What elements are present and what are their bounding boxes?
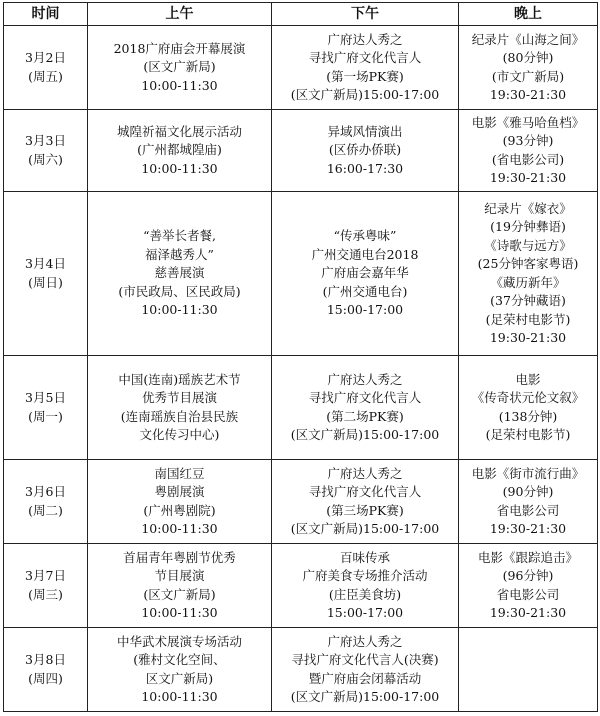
afternoon-line: 15:00-17:00 bbox=[326, 302, 404, 318]
morning-line: 慈善展演 bbox=[154, 265, 205, 281]
date-line: (周一) bbox=[28, 408, 63, 424]
evening-line: (足荣村电影节) bbox=[485, 311, 571, 327]
evening-line: 19:30-21:30 bbox=[489, 170, 567, 185]
date-line: (周五) bbox=[28, 68, 63, 84]
morning-cell bbox=[88, 192, 272, 356]
afternoon-cell bbox=[272, 26, 459, 110]
evening-line: 电影《雅马哈鱼档》 bbox=[471, 114, 585, 130]
evening-cell bbox=[459, 26, 598, 110]
afternoon-line: 寻找广府文化代言人 bbox=[308, 484, 422, 499]
schedule-table bbox=[3, 2, 598, 712]
morning-line: (市民政局、区民政局) bbox=[118, 283, 241, 299]
morning-line: 中国(连南)瑶族艺术节 bbox=[118, 371, 241, 387]
evening-line: (足荣村电影节) bbox=[485, 427, 571, 442]
afternoon-line: 百味传承 bbox=[339, 549, 390, 565]
afternoon-line: 广府达人秀之 bbox=[327, 371, 403, 387]
afternoon-line: 异域风情演出 bbox=[327, 123, 403, 139]
afternoon-line: 16:00-17:30 bbox=[326, 160, 404, 176]
evening-line: 19:30-21:30 bbox=[489, 87, 567, 102]
morning-line: 2018广府庙会开幕展演 bbox=[113, 40, 246, 56]
morning-line: 粤剧展演 bbox=[154, 484, 205, 499]
header-morning: 上午 bbox=[88, 3, 272, 26]
morning-line: (广州粤剧院) bbox=[143, 502, 216, 518]
table-row bbox=[4, 26, 598, 110]
header-evening: 晚上 bbox=[459, 3, 598, 26]
evening-line: 省电影公司 bbox=[496, 586, 560, 602]
afternoon-line: 15:00-17:00 bbox=[326, 605, 404, 620]
morning-cell bbox=[88, 460, 272, 544]
morning-line: 节目展演 bbox=[154, 568, 205, 583]
afternoon-line: (第一场PK赛) bbox=[326, 68, 404, 84]
evening-cell bbox=[459, 544, 598, 628]
evening-cell bbox=[459, 110, 598, 192]
date-line: 3月8日 bbox=[25, 652, 66, 667]
morning-line: 10:00-11:30 bbox=[141, 605, 218, 620]
evening-line: (25分钟客家粤语) bbox=[477, 256, 579, 271]
morning-line: 福泽越秀人” bbox=[145, 246, 214, 262]
morning-cell bbox=[88, 26, 272, 110]
date-line: 3月7日 bbox=[25, 568, 66, 583]
table-row bbox=[4, 460, 598, 544]
evening-line: (37分钟藏语) bbox=[490, 293, 566, 308]
afternoon-line: 暨广府庙会闭幕活动 bbox=[308, 670, 422, 686]
morning-line: (连南瑶族自治县民族 bbox=[120, 408, 239, 424]
evening-line: (96分钟) bbox=[502, 568, 554, 583]
evening-line: 《诗歌与远方》 bbox=[484, 237, 572, 253]
morning-line: 文化传习中心) bbox=[139, 427, 220, 442]
morning-line: 10:00-11:30 bbox=[141, 77, 218, 93]
morning-cell bbox=[88, 628, 272, 712]
table-row bbox=[4, 192, 598, 356]
date-line: 3月2日 bbox=[25, 50, 66, 65]
evening-line: (省电影公司) bbox=[491, 151, 565, 167]
evening-line: 纪录片《山海之间》 bbox=[471, 31, 585, 47]
date-cell bbox=[4, 628, 88, 712]
afternoon-cell bbox=[272, 460, 459, 544]
afternoon-cell bbox=[272, 110, 459, 192]
morning-line: 中华武术展演专场活动 bbox=[116, 633, 242, 649]
morning-line: (区文广新局) bbox=[143, 59, 216, 75]
afternoon-line: (广州交通电台) bbox=[322, 283, 408, 299]
afternoon-line: (第三场PK赛) bbox=[326, 502, 404, 518]
morning-line: 10:00-11:30 bbox=[141, 302, 218, 318]
header-time: 时间 bbox=[4, 3, 88, 26]
morning-line: 城隍祈福文化展示活动 bbox=[116, 123, 242, 139]
afternoon-cell bbox=[272, 628, 459, 712]
afternoon-line: 广府美食专场推介活动 bbox=[302, 568, 428, 583]
table-row bbox=[4, 110, 598, 192]
evening-line: 《传奇状元伦文叙》 bbox=[471, 390, 585, 405]
date-line: 3月6日 bbox=[25, 484, 66, 499]
evening-line: 19:30-21:30 bbox=[489, 605, 567, 620]
evening-line: (93分钟) bbox=[502, 133, 554, 148]
morning-line: 10:00-11:30 bbox=[141, 160, 218, 176]
evening-line: 电影 bbox=[515, 371, 541, 387]
evening-cell bbox=[459, 356, 598, 460]
header-afternoon: 下午 bbox=[272, 3, 459, 26]
date-line: 3月5日 bbox=[25, 390, 66, 405]
date-line: 3月4日 bbox=[25, 256, 66, 271]
afternoon-line: 寻找广府文化代言人(决赛) bbox=[291, 652, 439, 667]
morning-line: 10:00-11:30 bbox=[141, 689, 218, 704]
afternoon-line: 寻找广府文化代言人 bbox=[308, 50, 422, 65]
evening-line: 电影《街市流行曲》 bbox=[471, 465, 585, 481]
afternoon-line: (区侨办侨联) bbox=[328, 142, 402, 158]
date-cell bbox=[4, 192, 88, 356]
evening-line: 纪录片《嫁衣》 bbox=[484, 200, 572, 216]
morning-cell bbox=[88, 356, 272, 460]
afternoon-line: (区文广新局)15:00-17:00 bbox=[290, 87, 440, 102]
date-cell bbox=[4, 460, 88, 544]
evening-cell bbox=[459, 460, 598, 544]
date-line: (周三) bbox=[28, 586, 63, 602]
evening-line: 19:30-21:30 bbox=[489, 521, 567, 536]
date-line: (周六) bbox=[28, 151, 63, 167]
afternoon-line: (区文广新局)15:00-17:00 bbox=[290, 689, 440, 704]
table-row bbox=[4, 628, 598, 712]
afternoon-line: (区文广新局)15:00-17:00 bbox=[290, 521, 440, 536]
morning-line: 首届青年粤剧节优秀 bbox=[123, 549, 236, 565]
morning-line: (区文广新局) bbox=[143, 586, 216, 602]
table-row bbox=[4, 544, 598, 628]
afternoon-line: 寻找广府文化代言人 bbox=[308, 390, 422, 405]
morning-line: 南国红豆 bbox=[154, 465, 205, 481]
table-row bbox=[4, 356, 598, 460]
date-line: 3月3日 bbox=[25, 133, 66, 148]
afternoon-line: 广府庙会嘉年华 bbox=[321, 265, 409, 281]
afternoon-cell bbox=[272, 544, 459, 628]
evening-line: 《藏历新年》 bbox=[490, 274, 566, 290]
evening-cell bbox=[459, 192, 598, 356]
morning-line: 优秀节目展演 bbox=[141, 390, 217, 405]
evening-line: (138分钟) bbox=[498, 408, 558, 424]
evening-line: 电影《跟踪追击》 bbox=[477, 549, 578, 565]
morning-line: “善举长者餐, bbox=[143, 228, 216, 244]
morning-line: 10:00-11:30 bbox=[141, 521, 218, 536]
date-line: (周二) bbox=[28, 502, 63, 518]
afternoon-line: (区文广新局)15:00-17:00 bbox=[290, 427, 440, 442]
date-line: (周日) bbox=[28, 274, 63, 290]
evening-cell bbox=[459, 628, 598, 712]
date-cell bbox=[4, 544, 88, 628]
evening-line: 省电影公司 bbox=[496, 502, 560, 518]
afternoon-line: (庄臣美食坊) bbox=[328, 586, 402, 602]
afternoon-line: 广府达人秀之 bbox=[327, 31, 403, 47]
afternoon-line: 广州交通电台2018 bbox=[311, 246, 419, 262]
morning-line: (广州都城隍庙) bbox=[137, 142, 222, 158]
morning-line: (雅村文化空间、 bbox=[133, 652, 226, 667]
afternoon-cell bbox=[272, 356, 459, 460]
evening-line: (80分钟) bbox=[502, 50, 554, 65]
morning-cell bbox=[88, 544, 272, 628]
date-cell bbox=[4, 26, 88, 110]
morning-cell bbox=[88, 110, 272, 192]
evening-line: 19:30-21:30 bbox=[489, 330, 567, 345]
date-cell bbox=[4, 356, 88, 460]
evening-line: (90分钟) bbox=[502, 484, 554, 499]
date-line: (周四) bbox=[28, 670, 63, 686]
afternoon-line: (第二场PK赛) bbox=[326, 408, 404, 424]
header-row bbox=[4, 3, 598, 26]
evening-line: (19分钟彝语) bbox=[490, 219, 566, 234]
date-cell bbox=[4, 110, 88, 192]
afternoon-cell bbox=[272, 192, 459, 356]
morning-line: 区文广新局) bbox=[145, 670, 214, 686]
afternoon-line: 广府达人秀之 bbox=[327, 465, 403, 481]
afternoon-line: 广府达人秀之 bbox=[327, 633, 403, 649]
evening-line: (市文广新局) bbox=[491, 68, 565, 84]
afternoon-line: “传承粤味” bbox=[333, 228, 397, 244]
